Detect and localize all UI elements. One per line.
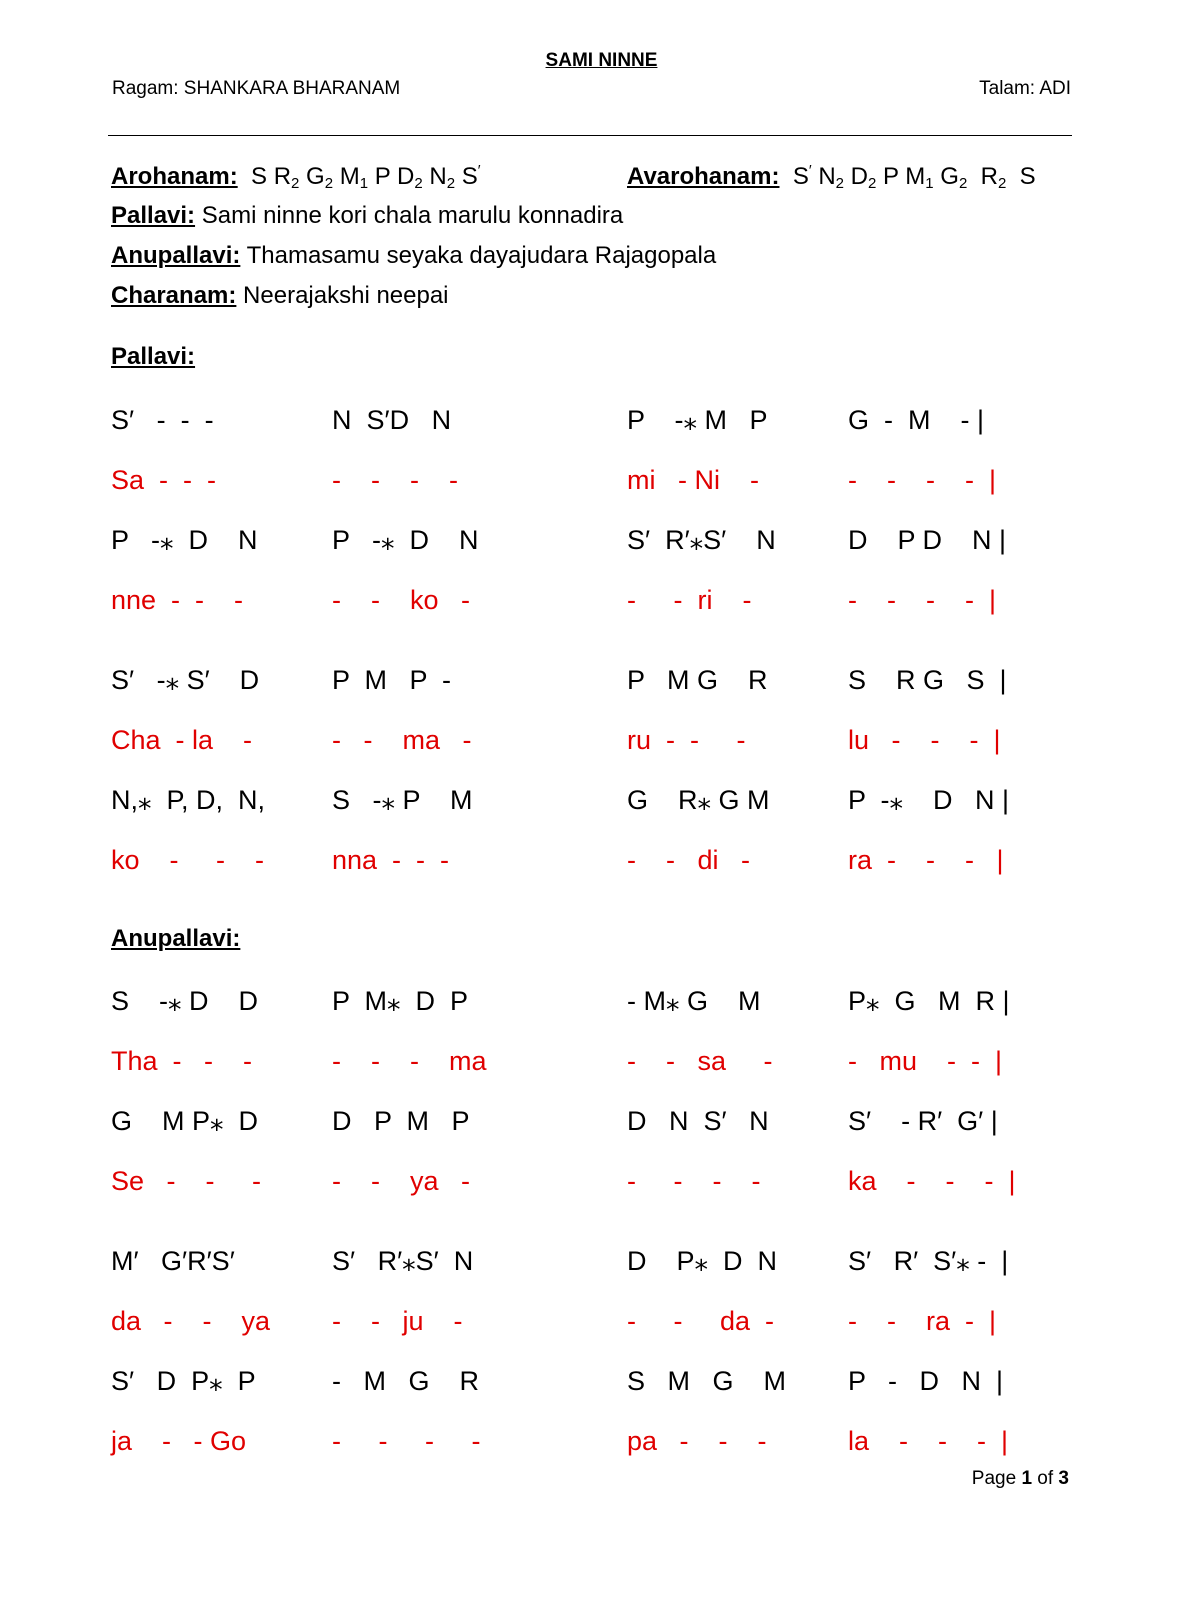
ragam-label: Ragam: SHANKARA BHARANAM — [112, 78, 401, 99]
lyric-cell: ka - - - | — [848, 1166, 1016, 1196]
notation-cell: D P D N | — [848, 525, 1007, 555]
lyric-cell: ko - - - — [111, 845, 265, 875]
anupallavi-lyric-row — [0, 1426, 1203, 1460]
notation-cell: - M G R — [332, 1366, 479, 1396]
lyric-cell: - - ri - — [627, 585, 752, 615]
notation-cell: - M⁎ G M — [627, 986, 761, 1016]
anupallavi-lyric-row — [0, 1046, 1203, 1080]
charanam-summary — [111, 282, 449, 310]
notation-cell: G R⁎ G M — [627, 785, 770, 815]
lyric-cell: - - ko - — [332, 585, 471, 615]
anupallavi-summary-label: Anupallavi: — [111, 242, 241, 269]
lyric-cell: - - - ma — [332, 1046, 487, 1076]
notation-cell: S -⁎ P M — [332, 785, 473, 815]
header-divider — [108, 135, 1072, 136]
anupallavi-summary-text: Thamasamu seyaka dayajudara Rajagopala — [240, 242, 717, 269]
lyric-cell: - - ra - | — [848, 1306, 997, 1336]
avarohanam-scale: S′ $N_2$ $D_2$ P $M_1$ $G_2$ $R_2$ S — [786, 162, 1036, 192]
lyric-cell: pa - - - — [627, 1426, 767, 1456]
anupallavi-heading: Anupallavi: — [111, 925, 241, 952]
notation-cell: P M G R — [627, 665, 768, 695]
notation-cell: S′ - - - — [111, 405, 214, 435]
arohanam-label: Arohanam: — [111, 163, 238, 190]
notation-cell: P - D N | — [848, 1366, 1004, 1396]
notation-cell: S′ -⁎ S′ D — [111, 665, 260, 695]
notation-cell: D P⁎ D N — [627, 1246, 778, 1276]
lyric-cell: - - ma - — [332, 725, 472, 755]
page-of: of — [1032, 1468, 1059, 1489]
pallavi-swara-row — [0, 405, 1203, 439]
lyric-cell: - - da - — [627, 1306, 775, 1336]
pallavi-swara-row — [0, 665, 1203, 699]
lyric-cell: - - di - — [627, 845, 751, 875]
arohanam-scale: S $R_2$ $G_2$ $M_1$ P $D_2$ $N_2$ S′ — [244, 162, 481, 192]
charanam-summary-text: Neerajakshi neepai — [236, 282, 449, 309]
lyric-cell: - - sa - — [627, 1046, 773, 1076]
page-total: 3 — [1058, 1468, 1069, 1489]
pallavi-summary-label: Pallavi: — [111, 202, 196, 229]
lyric-cell: la - - - | — [848, 1426, 1009, 1456]
notation-cell: S′ - R′ G′ | — [848, 1106, 998, 1136]
lyric-cell: Cha - la - — [111, 725, 253, 755]
lyric-cell: - - - - — [332, 465, 458, 495]
avarohanam-line — [627, 162, 1036, 192]
notation-cell: P M⁎ D P — [332, 986, 469, 1016]
lyric-cell: - - - - | — [848, 585, 996, 615]
lyric-cell: ja - - Go — [111, 1426, 247, 1456]
notation-cell: P -⁎ D N — [332, 525, 479, 555]
lyric-cell: ra - - - | — [848, 845, 1004, 875]
pallavi-swara-row — [0, 525, 1203, 559]
pallavi-lyric-row — [0, 725, 1203, 759]
lyric-cell: lu - - - | — [848, 725, 1001, 755]
page-current: 1 — [1021, 1468, 1033, 1489]
notation-cell: S′ R′⁎S′ N — [332, 1246, 474, 1276]
notation-cell: D P M P — [332, 1106, 470, 1136]
anupallavi-swara-row — [0, 1246, 1203, 1280]
anupallavi-summary — [111, 242, 716, 270]
anupallavi-lyric-row — [0, 1166, 1203, 1200]
avarohanam-label: Avarohanam: — [627, 163, 780, 190]
notation-cell: G M P⁎ D — [111, 1106, 259, 1136]
page-prefix: Page — [971, 1468, 1022, 1489]
pallavi-lyric-row — [0, 585, 1203, 619]
lyric-cell: Se - - - — [111, 1166, 262, 1196]
pallavi-summary-text: Sami ninne kori chala marulu konnadira — [195, 202, 624, 229]
notation-cell: M′ G′R′S′ — [111, 1246, 235, 1276]
page-number — [972, 1468, 1069, 1490]
lyric-cell: - - - - — [627, 1166, 761, 1196]
lyric-cell: - - - - | — [848, 465, 996, 495]
pallavi-swara-row — [0, 785, 1203, 819]
notation-cell: S′ R′ S′⁎ - | — [848, 1246, 1009, 1276]
lyric-cell: Tha - - - — [111, 1046, 253, 1076]
lyric-cell: - - ya - — [332, 1166, 471, 1196]
anupallavi-lyric-row — [0, 1306, 1203, 1340]
lyric-cell: mi - Ni - — [627, 465, 759, 495]
anupallavi-swara-row — [0, 1366, 1203, 1400]
lyric-cell: nna - - - — [332, 845, 450, 875]
notation-cell: S′ R′⁎S′ N — [627, 525, 776, 555]
lyric-cell: Sa - - - — [111, 465, 217, 495]
pallavi-lyric-row — [0, 845, 1203, 879]
notation-cell: P -⁎ M P — [627, 405, 768, 435]
notation-cell: P⁎ G M R | — [848, 986, 1010, 1016]
pallavi-lyric-row — [0, 465, 1203, 499]
notation-cell: G - M - | — [848, 405, 985, 435]
lyric-cell: nne - - - — [111, 585, 244, 615]
lyric-cell: - - - - — [332, 1426, 481, 1456]
notation-cell: S -⁎ D D — [111, 986, 259, 1016]
notation-cell: P -⁎ D N — [111, 525, 258, 555]
lyric-cell: ru - - - — [627, 725, 746, 755]
notation-cell: S M G M — [627, 1366, 787, 1396]
anupallavi-swara-row — [0, 986, 1203, 1020]
arohanam-line — [111, 162, 481, 192]
pallavi-heading: Pallavi: — [111, 343, 196, 370]
talam-label: Talam: ADI — [979, 78, 1071, 99]
lyric-cell: da - - ya — [111, 1306, 271, 1336]
notation-cell: P -⁎ D N | — [848, 785, 1010, 815]
notation-cell: S R G S | — [848, 665, 1007, 695]
notation-cell: S′ D P⁎ P — [111, 1366, 256, 1396]
notation-cell: N,⁎ P, D, N, — [111, 785, 266, 815]
notation-cell: P M P - — [332, 665, 452, 695]
charanam-summary-label: Charanam: — [111, 282, 237, 309]
song-title: SAMI NINNE — [545, 50, 658, 71]
notation-cell: N S′D N — [332, 405, 452, 435]
lyric-cell: - mu - - | — [848, 1046, 1003, 1076]
pallavi-summary — [111, 202, 623, 230]
anupallavi-swara-row — [0, 1106, 1203, 1140]
notation-cell: D N S′ N — [627, 1106, 769, 1136]
lyric-cell: - - ju - — [332, 1306, 463, 1336]
